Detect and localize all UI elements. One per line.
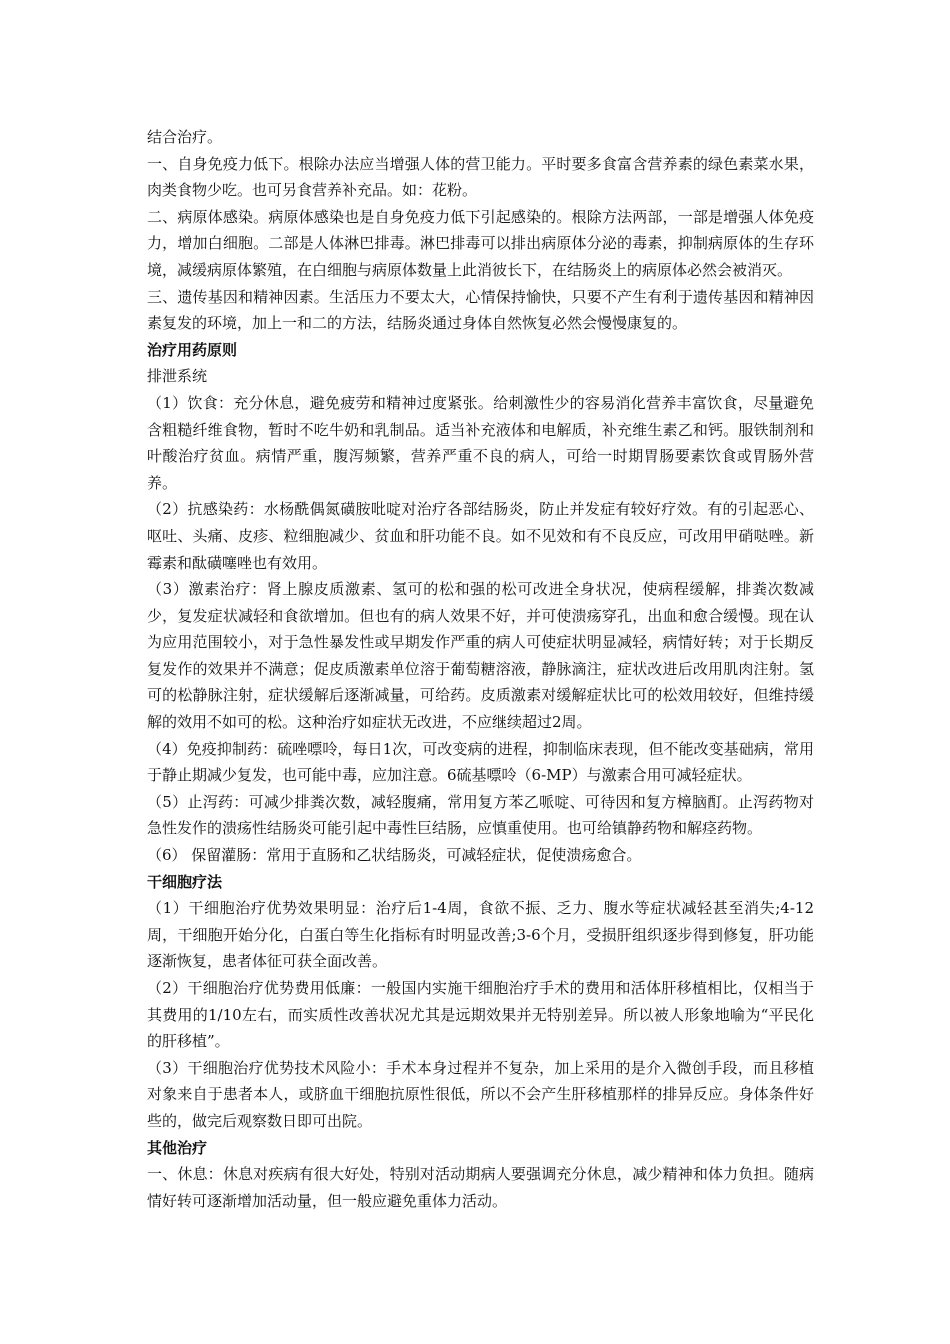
paragraph: （2）干细胞治疗优势费用低廉：一般国内实施干细胞治疗手术的费用和活体肝移植相比，仅相当于其费用的1/10左右，而实质性改善状况尤其是远期效果并无特别差异。所以被人形象地喻为“平民化的肝移植”。	[147, 979, 814, 1051]
paragraph: （3）激素治疗：肾上腺皮质激素、氢可的松和强的松可改进全身状况，使病程缓解，排粪次数减少，复发症状减轻和食欲增加。但也有的病人效果不好，并可使溃疡穿孔，出血和愈合缓慢。现在认为应用范围较小，对于急性暴发性或早期发作严重的病人可使症状明显减轻，病情好转；对于长期反复发作的效果并不满意；促皮质激素单位溶于葡萄糖溶液，静脉滴注，症状改进后改用肌肉注射。氢可的松静脉注射，症状缓解后逐渐减量，可给药。皮质激素对缓解症状比可的松效用较好，但维持缓解的效用不如可的松。这种治疗如症状无改进，不应继续超过2周。	[147, 580, 814, 732]
paragraph: （2）抗感染药：水杨酰偶氮磺胺吡啶对治疗各部结肠炎，防止并发症有较好疗效。有的引起恶心、呕吐、头痛、皮疹、粒细胞减少、贫血和肝功能不良。如不见效和有不良反应，可改用甲硝哒唑。新霉素和酞磺噻唑也有效用。	[147, 500, 814, 572]
document-body	[147, 124, 814, 1214]
paragraph: 二、病原体感染。病原体感染也是自身免疫力低下引起感染的。根除方法两部，一部是增强人体免疫力，增加白细胞。二部是人体淋巴排毒。淋巴排毒可以排出病原体分泌的毒素，抑制病原体的生存环境，减缓病原体繁殖，在白细胞与病原体数量上此消彼长下，在结肠炎上的病原体必然会被消灭。	[147, 207, 814, 279]
paragraph: 一、休息：休息对疾病有很大好处，特别对活动期病人要强调充分休息，减少精神和体力负担。随病情好转可逐渐增加活动量，但一般应避免重体力活动。	[147, 1165, 814, 1210]
paragraph: （5）止泻药：可减少排粪次数，减轻腹痛，常用复方苯乙哌啶、可待因和复方樟脑酊。止泻药物对急性发作的溃疡性结肠炎可能引起中毒性巨结肠，应慎重使用。也可给镇静药物和解痉药物。	[147, 792, 814, 838]
paragraph: （3）干细胞治疗优势技术风险小：手术本身过程并不复杂，加上采用的是介入微创手段，而且移植对象来自于患者本人，或脐血干细胞抗原性很低，所以不会产生肝移植那样的排异反应。身体条件好些的，做完后观察数日即可出院。	[147, 1058, 814, 1130]
paragraph: （1）饮食：充分休息，避免疲劳和精神过度紧张。给刺激性少的容易消化营养丰富饮食，尽量避免含粗糙纤维食物，暂时不吃牛奶和乳制品。适当补充液体和电解质，补充维生素乙和钙。服铁制剂和叶酸治疗贫血。病情严重，腹泻频繁，营养严重不良的病人，可给一时期胃肠要素饮食或胃肠外营养。	[147, 393, 814, 492]
section-heading: 干细胞疗法	[147, 872, 223, 891]
paragraph: （6） 保留灌肠：常用于直肠和乙状结肠炎，可减轻症状，促使溃疡愈合。	[147, 846, 642, 865]
paragraph: （4）免疫抑制药：硫唑嘌呤，每日1次，可改变病的进程，抑制临床表现，但不能改变基础病，常用于静止期减少复发，也可能中毒，应加注意。6硫基嘌呤（6-MP）与激素合用可减轻症状。	[147, 739, 814, 785]
paragraph: 三、遗传基因和精神因素。生活压力不要太大，心情保持愉快，只要不产生有利于遗传基因和精神因素复发的环境，加上一和二的方法，结肠炎通过身体自然恢复必然会慢慢康复的。	[147, 287, 814, 333]
paragraph: 一、自身免疫力低下。根除办法应当增强人体的营卫能力。平时要多食富含营养素的绿色素菜水果，肉类食物少吃。也可另食营养补充品。如：花粉。	[147, 154, 814, 200]
paragraph: （1）干细胞治疗优势效果明显：治疗后1-4周，食欲不振、乏力、腹水等症状减轻甚至消失;4-12周，干细胞开始分化，白蛋白等生化指标有时明显改善;3-6个月，受损肝组织逐步得到修复，肝功能逐渐恢复，患者体征可获全面改善。	[147, 899, 814, 971]
section-heading: 其他治疗	[147, 1138, 208, 1157]
paragraph: 结合治疗。	[147, 128, 223, 146]
subsection-label: 排泄系统	[147, 367, 208, 386]
section-heading: 治疗用药原则	[147, 340, 238, 359]
